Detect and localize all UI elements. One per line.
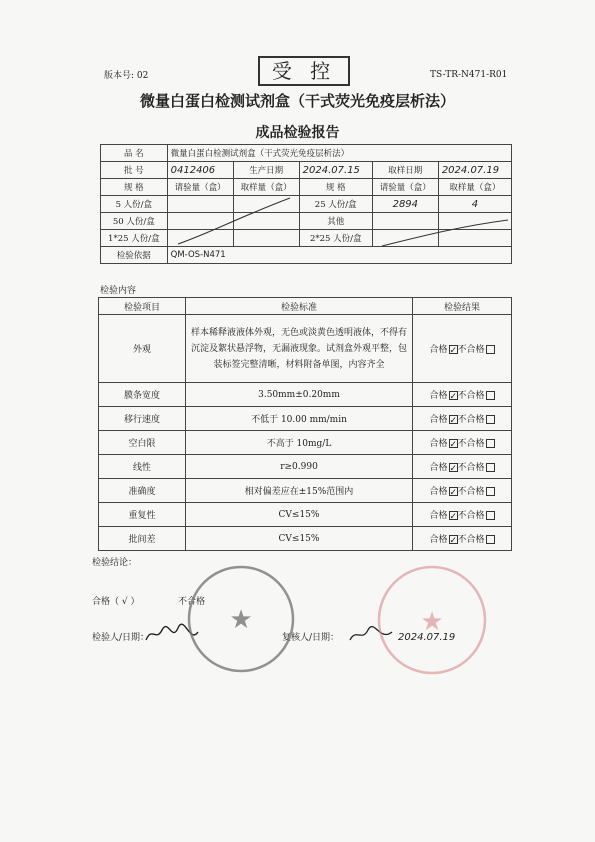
pass-label: 合格	[429, 391, 448, 401]
mfg-date-value: 2024.07.15	[299, 162, 372, 179]
result-header: 检验结果	[413, 298, 512, 315]
spec-label: 规 格	[101, 179, 168, 196]
sample-date-value: 2024.07.19	[438, 162, 511, 179]
inspection-section-title: 检验内容	[100, 286, 137, 296]
checkbox	[486, 463, 495, 472]
result-cell	[413, 503, 512, 527]
fail-label: 不合格	[457, 535, 485, 545]
company-seal-gray	[186, 564, 296, 674]
fail-label: 不合格	[457, 415, 485, 425]
lot-value: 0412406	[167, 162, 233, 179]
standard-row: CV≤15%	[186, 527, 413, 551]
checked-box: ✓	[449, 512, 458, 522]
standard-row: CV≤15%	[186, 503, 413, 527]
fail-label: 不合格	[457, 463, 485, 473]
checked-box: ✓	[449, 536, 458, 546]
svg-text:★: ★	[420, 607, 444, 637]
checked-box: ✓	[449, 464, 458, 474]
sample-qty-value: 4	[438, 196, 511, 213]
checkbox	[486, 345, 495, 354]
checked-box: ✓	[449, 346, 458, 356]
reviewer-label: 复核人/日期：	[282, 633, 340, 643]
standard-header: 检验标准	[186, 298, 413, 315]
pass-label: 合格	[429, 487, 448, 497]
company-seal-red	[376, 564, 488, 676]
fail-label: 不合格	[457, 511, 485, 521]
spec-label-2: 规 格	[299, 179, 372, 196]
standard-row: 不高于 10mg/L	[186, 431, 413, 455]
inspector-label: 检验人/日期：	[92, 633, 150, 643]
checked-box: ✓	[449, 440, 458, 450]
lot-label: 批 号	[101, 162, 168, 179]
spec-row-label: 25 人份/盒	[299, 196, 372, 213]
document-title: 微量白蛋白检测试剂盒（干式荧光免疫层析法）	[139, 92, 455, 110]
spec-row-label: 50 人份/盒	[101, 213, 168, 230]
product-value: 微量白蛋白检测试剂盒（干式荧光免疫层析法）	[167, 145, 511, 162]
checkbox	[486, 439, 495, 448]
product-label: 品 名	[101, 145, 168, 162]
checked-box: ✓	[449, 392, 458, 402]
spec-row-label: 5 人份/盒	[101, 196, 168, 213]
standard-row: 相对偏差应在±15%范围内	[186, 479, 413, 503]
pass-label: 合格	[429, 511, 448, 521]
basis-value: QM-OS-N471	[167, 247, 511, 264]
checkbox	[486, 535, 495, 544]
result-cell	[413, 431, 512, 455]
checked-box: ✓	[449, 488, 458, 498]
checkbox	[486, 391, 495, 400]
sample-qty-header: 取样量（盒）	[233, 179, 299, 196]
standard-row: r≥0.990	[186, 455, 413, 479]
spec-row-label: 1*25 人份/盒	[101, 230, 168, 247]
request-qty-header: 请验量（盒）	[167, 179, 233, 196]
conclusion-fail: 不合格	[178, 597, 206, 607]
checkbox	[486, 511, 495, 520]
item-row: 准确度	[99, 479, 186, 503]
controlled-stamp: 受 控	[258, 56, 350, 86]
item-row: 膜条宽度	[99, 383, 186, 407]
checked-box: ✓	[449, 416, 458, 426]
svg-text:★: ★	[229, 605, 253, 635]
sample-qty-header-2: 取样量（盒）	[438, 179, 511, 196]
fail-label: 不合格	[457, 391, 485, 401]
document-code: TS-TR-N471-R01	[430, 70, 508, 80]
result-cell	[413, 455, 512, 479]
item-row: 批间差	[99, 527, 186, 551]
pass-label: 合格	[429, 345, 448, 355]
standard-row: 不低于 10.00 mm/min	[186, 407, 413, 431]
fail-label: 不合格	[457, 439, 485, 449]
inspection-table	[98, 297, 512, 551]
sample-date-label: 取样日期	[372, 162, 438, 179]
mfg-date-label: 生产日期	[233, 162, 299, 179]
spec-row-label: 其他	[299, 213, 372, 230]
item-row: 空白限	[99, 431, 186, 455]
result-cell	[413, 383, 512, 407]
result-cell	[413, 407, 512, 431]
checkbox	[486, 415, 495, 424]
result-cell	[413, 315, 512, 383]
item-row: 移行速度	[99, 407, 186, 431]
version-number: 版本号: 02	[104, 71, 149, 81]
spec-row-label: 2*25 人份/盒	[299, 230, 372, 247]
conclusion-label: 检验结论：	[92, 558, 138, 568]
request-qty-value: 2894	[372, 196, 438, 213]
fail-label: 不合格	[457, 345, 485, 355]
item-header: 检验项目	[99, 298, 186, 315]
result-cell	[413, 527, 512, 551]
fail-label: 不合格	[457, 487, 485, 497]
basis-label: 检验依据	[101, 247, 168, 264]
strike-lines	[172, 192, 512, 252]
pass-label: 合格	[429, 535, 448, 545]
conclusion-pass: 合格（ √ ）	[92, 597, 140, 607]
standard-row: 3.50mm±0.20mm	[186, 383, 413, 407]
item-row: 重复性	[99, 503, 186, 527]
standard-appearance: 样本稀释液液体外观，无色或淡黄色透明液体，不得有沉淀及絮状悬浮物，无漏液现象。试剂盒外观平整，包装标签完整清晰，材料附备单图，内容齐全	[186, 315, 413, 383]
pass-label: 合格	[429, 415, 448, 425]
result-cell	[413, 479, 512, 503]
request-qty-header-2: 请验量（盒）	[372, 179, 438, 196]
item-row: 线性	[99, 455, 186, 479]
document-subtitle: 成品检验报告	[255, 125, 340, 141]
review-date: 2024.07.19	[398, 632, 456, 643]
pass-label: 合格	[429, 463, 448, 473]
checkbox	[486, 487, 495, 496]
item-appearance: 外观	[99, 315, 186, 383]
pass-label: 合格	[429, 439, 448, 449]
